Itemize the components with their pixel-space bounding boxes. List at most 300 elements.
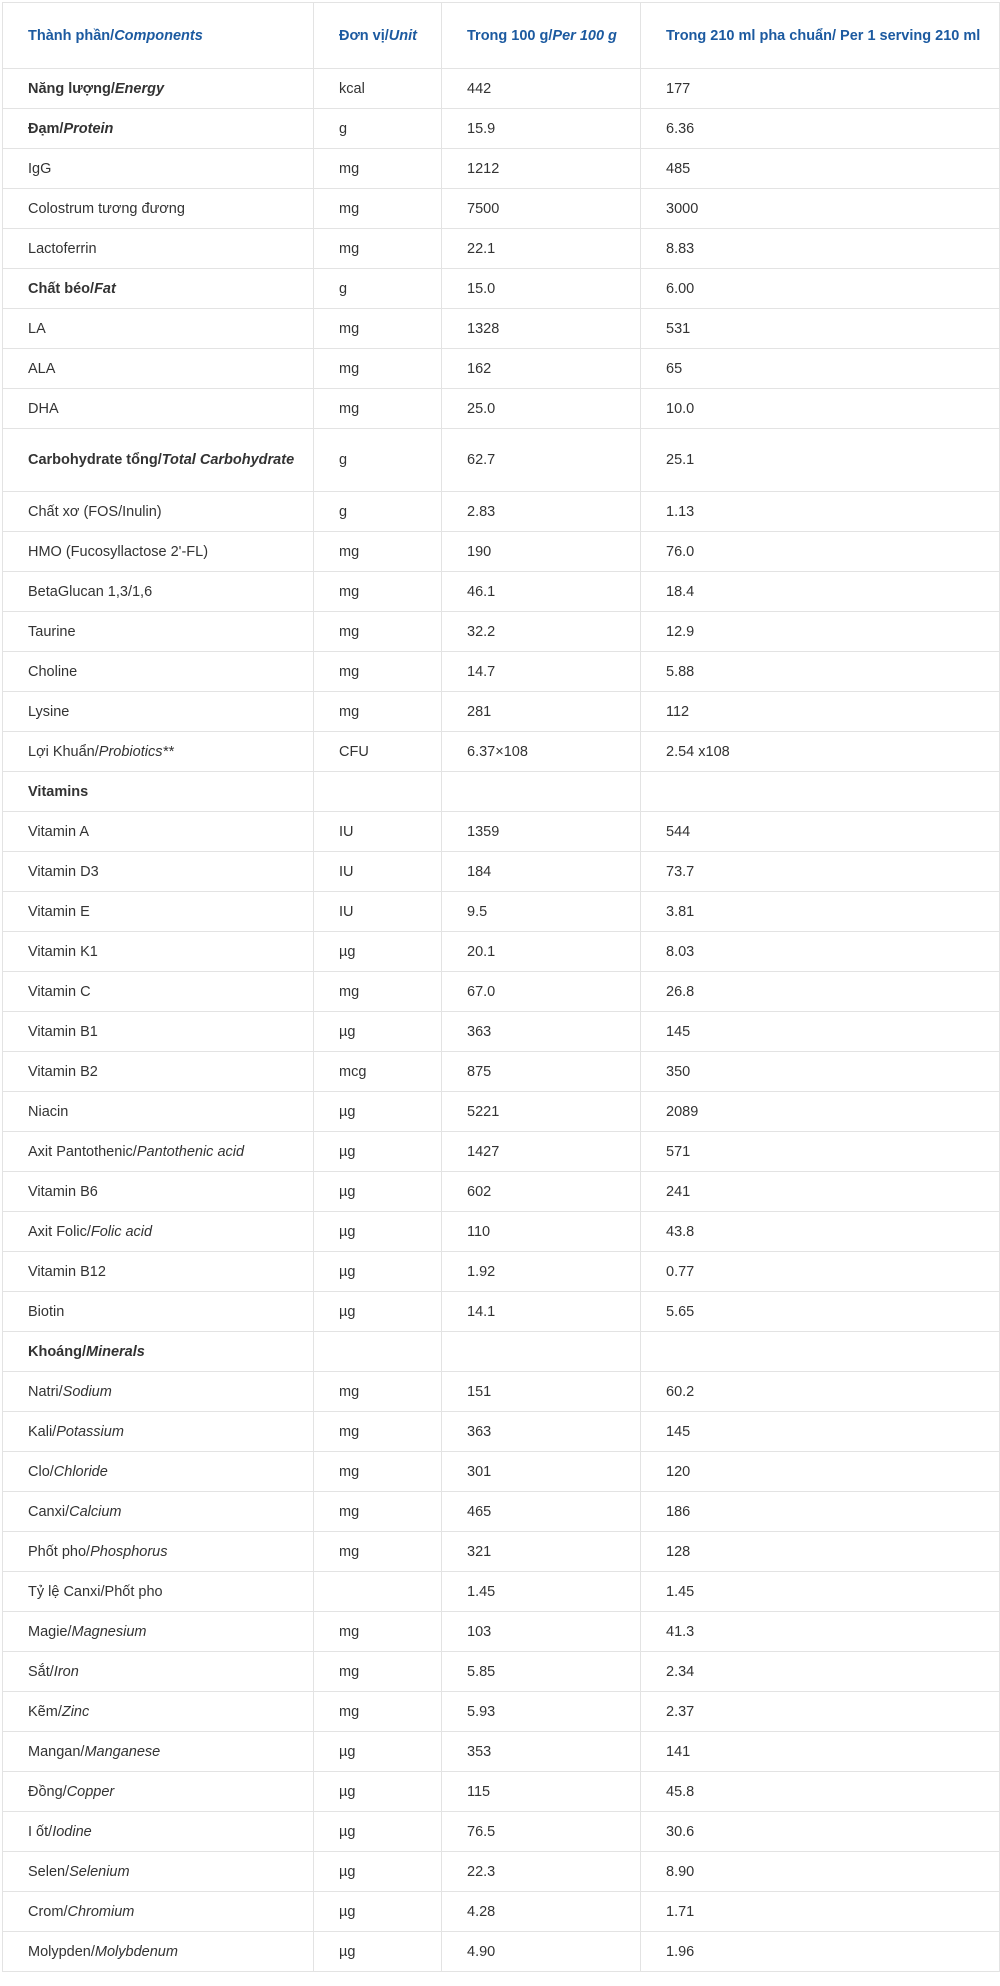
- table-row: [3, 1772, 1000, 1812]
- unit-cell: mg: [314, 189, 442, 229]
- per-serving-cell: 120: [641, 1452, 1000, 1492]
- component-name-cell: [3, 1132, 314, 1172]
- table-row: [3, 1412, 1000, 1452]
- component-name-cell: [3, 572, 314, 612]
- component-name-en: Iron: [53, 1663, 79, 1680]
- per-100g-cell: 15.9: [442, 109, 641, 149]
- component-name-vi: Mangan/: [28, 1743, 85, 1760]
- component-name-cell: [3, 189, 314, 229]
- unit-cell: µg: [314, 1812, 442, 1852]
- table-row: [3, 1732, 1000, 1772]
- component-name-cell: [3, 1092, 314, 1132]
- header-row: [3, 3, 1000, 69]
- component-name-vi: Đạm/: [28, 120, 64, 137]
- component-name-vi: Magie/: [28, 1623, 72, 1640]
- per-serving-cell: 2089: [641, 1092, 1000, 1132]
- per-serving-cell: 6.36: [641, 109, 1000, 149]
- component-name-en: Total Carbohydrate: [161, 452, 295, 468]
- component-name-cell: [3, 1372, 314, 1412]
- per-serving-cell: 30.6: [641, 1812, 1000, 1852]
- component-name-en: Sodium: [62, 1383, 112, 1400]
- component-name-vi: HMO (Fucosyllactose 2'-FL): [28, 543, 209, 560]
- table-row: [3, 309, 1000, 349]
- per-100g-cell: 4.28: [442, 1892, 641, 1932]
- per-serving-cell: 1.45: [641, 1572, 1000, 1612]
- component-name-vi: Đồng/: [28, 1783, 67, 1800]
- component-name-cell: [3, 1452, 314, 1492]
- table-row: [3, 1052, 1000, 1092]
- per-serving-cell: 141: [641, 1732, 1000, 1772]
- component-name-en: Energy: [114, 80, 165, 97]
- component-name-cell: [3, 532, 314, 572]
- component-name-vi: Tỷ lệ Canxi/Phốt pho: [28, 1583, 163, 1600]
- component-name-en: Chromium: [67, 1903, 135, 1920]
- table-row: [3, 692, 1000, 732]
- per-100g-cell: 14.7: [442, 652, 641, 692]
- per-serving-cell: 177: [641, 69, 1000, 109]
- component-name-en: Copper: [66, 1783, 115, 1800]
- unit-cell: CFU: [314, 732, 442, 772]
- table-row: [3, 1612, 1000, 1652]
- per-100g-cell: 363: [442, 1412, 641, 1452]
- component-name-cell: [3, 1172, 314, 1212]
- per-serving-cell: 145: [641, 1412, 1000, 1452]
- per-serving-cell: 8.90: [641, 1852, 1000, 1892]
- per-serving-cell: 3.81: [641, 892, 1000, 932]
- component-name-en: Phosphorus: [90, 1543, 168, 1560]
- component-name-vi: Khoáng/: [28, 1343, 86, 1360]
- component-name-vi: LA: [28, 320, 46, 337]
- per-serving-cell: 45.8: [641, 1772, 1000, 1812]
- component-name-cell: [3, 1492, 314, 1532]
- unit-cell: IU: [314, 812, 442, 852]
- table-row: [3, 1892, 1000, 1932]
- table-row: [3, 1852, 1000, 1892]
- per-serving-cell: 8.03: [641, 932, 1000, 972]
- per-100g-cell: 22.1: [442, 229, 641, 269]
- per-100g-cell: 4.90: [442, 1932, 641, 1972]
- per-serving-cell: 76.0: [641, 532, 1000, 572]
- per-serving-cell: 25.1: [641, 429, 1000, 492]
- component-name-vi: Lactoferrin: [28, 240, 97, 257]
- per-serving-cell: 18.4: [641, 572, 1000, 612]
- header-per-serving: Trong 210 ml pha chuẩn/ Per 1 serving 210 ml: [641, 3, 1000, 69]
- component-name-cell: [3, 1772, 314, 1812]
- per-100g-cell: [442, 772, 641, 812]
- table-row: [3, 652, 1000, 692]
- component-name-cell: [3, 1852, 314, 1892]
- unit-cell: µg: [314, 1212, 442, 1252]
- per-100g-cell: 442: [442, 69, 641, 109]
- table-row: [3, 572, 1000, 612]
- component-name-vi: Kali/: [28, 1423, 57, 1440]
- unit-cell: mg: [314, 652, 442, 692]
- unit-cell: µg: [314, 1012, 442, 1052]
- per-serving-cell: 1.96: [641, 1932, 1000, 1972]
- component-name-vi: Sắt/: [28, 1663, 54, 1680]
- component-name-en: Selenium: [69, 1863, 130, 1880]
- per-serving-cell: 571: [641, 1132, 1000, 1172]
- component-name-cell: [3, 1612, 314, 1652]
- table-row: [3, 1292, 1000, 1332]
- component-name-vi: Vitamin B2: [28, 1063, 98, 1080]
- per-100g-cell: 15.0: [442, 269, 641, 309]
- unit-cell: µg: [314, 1892, 442, 1932]
- component-name-vi: Biotin: [28, 1303, 65, 1320]
- component-name-vi: ALA: [28, 360, 56, 377]
- per-100g-cell: 2.83: [442, 492, 641, 532]
- component-name-cell: [3, 932, 314, 972]
- per-100g-cell: 14.1: [442, 1292, 641, 1332]
- table-row: [3, 229, 1000, 269]
- per-serving-cell: 73.7: [641, 852, 1000, 892]
- component-name-cell: [3, 892, 314, 932]
- per-100g-cell: 32.2: [442, 612, 641, 652]
- component-name-cell: [3, 1652, 314, 1692]
- component-name-en: Folic acid: [90, 1223, 153, 1240]
- component-name-cell: [3, 349, 314, 389]
- per-serving-cell: 43.8: [641, 1212, 1000, 1252]
- per-100g-cell: 20.1: [442, 932, 641, 972]
- component-name-cell: [3, 1572, 314, 1612]
- component-name-en: Manganese: [84, 1743, 161, 1760]
- table-row: [3, 1252, 1000, 1292]
- per-100g-cell: 151: [442, 1372, 641, 1412]
- component-name-vi: Vitamin D3: [28, 863, 99, 880]
- per-serving-cell: 531: [641, 309, 1000, 349]
- component-name-vi: Kẽm/: [28, 1703, 62, 1720]
- table-row: [3, 389, 1000, 429]
- per-serving-cell: 3000: [641, 189, 1000, 229]
- per-100g-cell: 162: [442, 349, 641, 389]
- per-serving-cell: [641, 772, 1000, 812]
- table-row: [3, 892, 1000, 932]
- component-name-vi: DHA: [28, 400, 59, 417]
- component-name-en: Probiotics**: [98, 743, 174, 760]
- component-name-vi: Chất xơ (FOS/Inulin): [28, 503, 162, 520]
- component-name-cell: [3, 732, 314, 772]
- per-100g-cell: 1427: [442, 1132, 641, 1172]
- unit-cell: g: [314, 492, 442, 532]
- component-name-vi: Vitamins: [28, 783, 89, 800]
- unit-cell: g: [314, 429, 442, 492]
- unit-cell: mg: [314, 1372, 442, 1412]
- table-row: [3, 349, 1000, 389]
- table-row: [3, 109, 1000, 149]
- component-name-vi: Clo/: [28, 1463, 54, 1480]
- unit-cell: µg: [314, 1932, 442, 1972]
- per-100g-cell: 1212: [442, 149, 641, 189]
- nutrition-table-container: [2, 2, 999, 1972]
- per-100g-cell: 46.1: [442, 572, 641, 612]
- component-name-cell: [3, 109, 314, 149]
- table-row: [3, 269, 1000, 309]
- component-name-vi: Canxi/: [28, 1503, 70, 1520]
- per-100g-cell: 62.7: [442, 429, 641, 492]
- component-name-vi: Vitamin E: [28, 903, 90, 920]
- per-serving-cell: 2.54 x108: [641, 732, 1000, 772]
- component-name-cell: [3, 1932, 314, 1972]
- unit-cell: g: [314, 109, 442, 149]
- component-name-cell: [3, 1892, 314, 1932]
- component-name-vi: Molypden/: [28, 1943, 95, 1960]
- component-name-en: Minerals: [86, 1343, 145, 1360]
- component-name-en: Protein: [63, 120, 114, 137]
- per-serving-cell: 8.83: [641, 229, 1000, 269]
- component-name-cell: [3, 229, 314, 269]
- component-name-cell: [3, 612, 314, 652]
- per-serving-cell: 60.2: [641, 1372, 1000, 1412]
- per-serving-cell: [641, 1332, 1000, 1372]
- per-100g-cell: 190: [442, 532, 641, 572]
- component-name-en: Fat: [94, 280, 116, 297]
- header-per-100g: Trong 100 g/Per 100 g: [442, 3, 641, 69]
- per-100g-cell: 1.92: [442, 1252, 641, 1292]
- component-name-cell: [3, 972, 314, 1012]
- unit-cell: mg: [314, 149, 442, 189]
- component-name-cell: [3, 492, 314, 532]
- unit-cell: kcal: [314, 69, 442, 109]
- component-name-cell: [3, 1532, 314, 1572]
- unit-cell: µg: [314, 1252, 442, 1292]
- component-name-vi: Selen/: [28, 1863, 70, 1880]
- per-100g-cell: 465: [442, 1492, 641, 1532]
- table-row: [3, 932, 1000, 972]
- unit-cell: mg: [314, 1532, 442, 1572]
- per-serving-cell: 544: [641, 812, 1000, 852]
- component-name-vi: Vitamin A: [28, 823, 89, 840]
- component-name-cell: [3, 1812, 314, 1852]
- unit-cell: mg: [314, 532, 442, 572]
- component-name-vi: Colostrum tương đương: [28, 200, 185, 217]
- component-name-cell: [3, 1332, 314, 1372]
- unit-cell: [314, 1332, 442, 1372]
- unit-cell: mg: [314, 1692, 442, 1732]
- unit-cell: mg: [314, 612, 442, 652]
- per-serving-cell: 241: [641, 1172, 1000, 1212]
- component-name-vi: Niacin: [28, 1103, 69, 1120]
- table-header: [3, 3, 1000, 69]
- component-name-vi: Vitamin K1: [28, 943, 98, 960]
- component-name-vi: Lợi Khuẩn/: [28, 743, 99, 760]
- unit-cell: IU: [314, 852, 442, 892]
- per-serving-cell: 128: [641, 1532, 1000, 1572]
- component-name-vi: Năng lượng/: [28, 80, 115, 97]
- component-name-vi: Carbohydrate tổng/: [28, 452, 162, 468]
- unit-cell: mg: [314, 572, 442, 612]
- component-name-vi: Axit Folic/: [28, 1223, 91, 1240]
- per-100g-cell: 353: [442, 1732, 641, 1772]
- unit-cell: mg: [314, 972, 442, 1012]
- unit-cell: IU: [314, 892, 442, 932]
- component-name-vi: Vitamin C: [28, 983, 91, 1000]
- table-row: [3, 69, 1000, 109]
- per-serving-cell: 485: [641, 149, 1000, 189]
- unit-cell: mg: [314, 692, 442, 732]
- unit-cell: µg: [314, 932, 442, 972]
- table-row: [3, 1692, 1000, 1732]
- component-name-cell: [3, 1692, 314, 1732]
- unit-cell: µg: [314, 1132, 442, 1172]
- component-name-vi: Choline: [28, 663, 78, 680]
- per-100g-cell: 602: [442, 1172, 641, 1212]
- per-serving-cell: 2.34: [641, 1652, 1000, 1692]
- per-100g-cell: 5.93: [442, 1692, 641, 1732]
- component-name-vi: IgG: [28, 160, 52, 177]
- table-row: [3, 149, 1000, 189]
- table-row: [3, 612, 1000, 652]
- per-100g-cell: 7500: [442, 189, 641, 229]
- per-serving-cell: 350: [641, 1052, 1000, 1092]
- table-row: [3, 852, 1000, 892]
- per-serving-cell: 1.13: [641, 492, 1000, 532]
- table-row: [3, 1332, 1000, 1372]
- per-serving-cell: 5.88: [641, 652, 1000, 692]
- component-name-vi: Phốt pho/: [28, 1543, 91, 1560]
- component-name-cell: [3, 1012, 314, 1052]
- component-name-cell: [3, 429, 314, 492]
- component-name-cell: [3, 1292, 314, 1332]
- table-row: [3, 1932, 1000, 1972]
- table-row: [3, 189, 1000, 229]
- unit-cell: mg: [314, 1492, 442, 1532]
- component-name-cell: [3, 69, 314, 109]
- per-serving-cell: 1.71: [641, 1892, 1000, 1932]
- unit-cell: mg: [314, 1452, 442, 1492]
- component-name-cell: [3, 1732, 314, 1772]
- per-serving-cell: 6.00: [641, 269, 1000, 309]
- table-row: [3, 1652, 1000, 1692]
- header-unit: Đơn vị/Unit: [314, 3, 442, 69]
- per-100g-cell: 110: [442, 1212, 641, 1252]
- per-serving-cell: 0.77: [641, 1252, 1000, 1292]
- unit-cell: mg: [314, 309, 442, 349]
- component-name-cell: [3, 652, 314, 692]
- component-name-en: Magnesium: [71, 1623, 147, 1640]
- per-100g-cell: 1.45: [442, 1572, 641, 1612]
- per-serving-cell: 5.65: [641, 1292, 1000, 1332]
- per-100g-cell: 184: [442, 852, 641, 892]
- per-100g-cell: 1359: [442, 812, 641, 852]
- per-100g-cell: [442, 1332, 641, 1372]
- component-name-vi: Chất béo/: [28, 280, 95, 297]
- unit-cell: mg: [314, 349, 442, 389]
- component-name-en: Zinc: [61, 1703, 90, 1720]
- unit-cell: [314, 1572, 442, 1612]
- component-name-vi: I ốt/: [28, 1823, 53, 1840]
- component-name-vi: Vitamin B12: [28, 1263, 106, 1280]
- component-name-en: Iodine: [52, 1823, 92, 1840]
- component-name-cell: [3, 149, 314, 189]
- per-100g-cell: 301: [442, 1452, 641, 1492]
- component-name-en: Calcium: [69, 1503, 122, 1520]
- unit-cell: g: [314, 269, 442, 309]
- component-name-vi: Natri/: [28, 1383, 63, 1400]
- unit-cell: µg: [314, 1172, 442, 1212]
- per-100g-cell: 281: [442, 692, 641, 732]
- per-serving-cell: 112: [641, 692, 1000, 732]
- component-name-vi: BetaGlucan 1,3/1,6: [28, 583, 153, 600]
- table-row: [3, 1092, 1000, 1132]
- per-100g-cell: 875: [442, 1052, 641, 1092]
- component-name-vi: Crom/: [28, 1903, 68, 1920]
- table-row: [3, 1172, 1000, 1212]
- component-name-vi: Vitamin B1: [28, 1023, 98, 1040]
- table-row: [3, 972, 1000, 1012]
- table-row: [3, 732, 1000, 772]
- table-row: [3, 1492, 1000, 1532]
- per-100g-cell: 22.3: [442, 1852, 641, 1892]
- per-serving-cell: 2.37: [641, 1692, 1000, 1732]
- unit-cell: µg: [314, 1772, 442, 1812]
- table-row: [3, 532, 1000, 572]
- table-row: [3, 492, 1000, 532]
- table-row: [3, 1372, 1000, 1412]
- unit-cell: µg: [314, 1292, 442, 1332]
- component-name-en: Chloride: [53, 1463, 108, 1480]
- table-row: [3, 812, 1000, 852]
- unit-cell: mg: [314, 389, 442, 429]
- per-100g-cell: 1328: [442, 309, 641, 349]
- component-name-cell: [3, 812, 314, 852]
- per-serving-cell: 10.0: [641, 389, 1000, 429]
- unit-cell: mg: [314, 1412, 442, 1452]
- per-serving-cell: 26.8: [641, 972, 1000, 1012]
- component-name-en: Potassium: [56, 1423, 124, 1440]
- per-100g-cell: 363: [442, 1012, 641, 1052]
- table-row: [3, 1812, 1000, 1852]
- table-body: [3, 69, 1000, 1972]
- per-100g-cell: 67.0: [442, 972, 641, 1012]
- unit-cell: mcg: [314, 1052, 442, 1092]
- component-name-cell: [3, 1212, 314, 1252]
- component-name-cell: [3, 772, 314, 812]
- component-name-en: Molybdenum: [94, 1943, 178, 1960]
- component-name-cell: [3, 852, 314, 892]
- table-row: [3, 772, 1000, 812]
- nutrition-table: [2, 2, 1000, 1972]
- table-row: [3, 1132, 1000, 1172]
- unit-cell: [314, 772, 442, 812]
- header-components: Thành phần/Components: [3, 3, 314, 69]
- component-name-vi: Lysine: [28, 703, 70, 720]
- component-name-cell: [3, 1052, 314, 1092]
- table-row: [3, 1532, 1000, 1572]
- table-row: [3, 1572, 1000, 1612]
- per-serving-cell: 41.3: [641, 1612, 1000, 1652]
- per-100g-cell: 9.5: [442, 892, 641, 932]
- per-100g-cell: 5.85: [442, 1652, 641, 1692]
- component-name-cell: [3, 1252, 314, 1292]
- component-name-cell: [3, 269, 314, 309]
- component-name-vi: Vitamin B6: [28, 1183, 98, 1200]
- per-100g-cell: 76.5: [442, 1812, 641, 1852]
- per-serving-cell: 145: [641, 1012, 1000, 1052]
- unit-cell: mg: [314, 1652, 442, 1692]
- unit-cell: mg: [314, 229, 442, 269]
- per-100g-cell: 6.37×108: [442, 732, 641, 772]
- per-serving-cell: 12.9: [641, 612, 1000, 652]
- per-100g-cell: 103: [442, 1612, 641, 1652]
- component-name-cell: [3, 692, 314, 732]
- component-name-cell: [3, 1412, 314, 1452]
- per-serving-cell: 65: [641, 349, 1000, 389]
- per-serving-cell: 186: [641, 1492, 1000, 1532]
- table-row: [3, 1012, 1000, 1052]
- component-name-cell: [3, 389, 314, 429]
- table-row: [3, 1452, 1000, 1492]
- component-name-vi: Axit Pantothenic/: [28, 1143, 137, 1160]
